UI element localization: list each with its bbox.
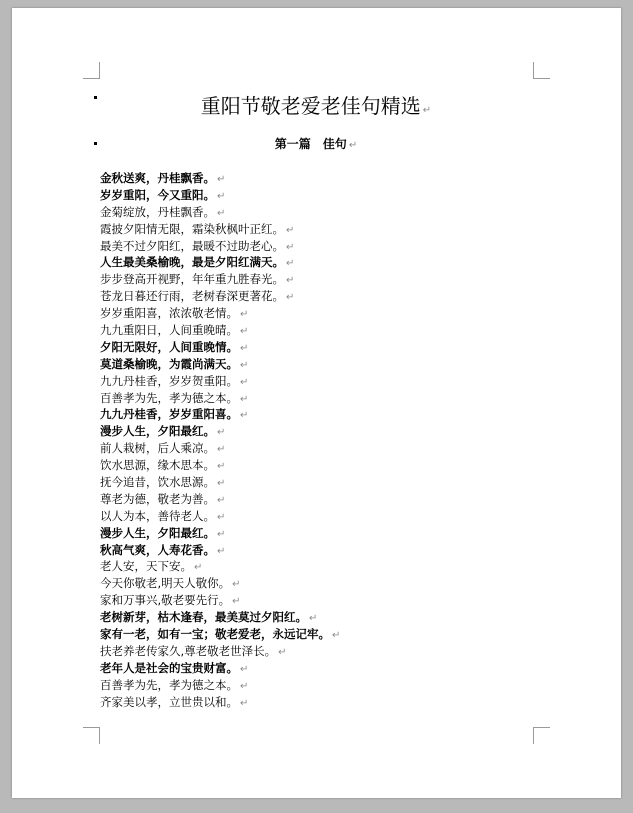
- paragraph-mark-icon: ↵: [240, 697, 249, 709]
- paragraph-mark-icon: ↵: [309, 613, 318, 625]
- quote-line-text: 九九重阳日，人间重晚晴。: [100, 323, 238, 338]
- quote-line-text: 饮水思源，缘木思本。: [100, 458, 215, 473]
- paragraph-mark-icon: ↵: [217, 427, 226, 439]
- quote-line-text: 金秋送爽，丹桂飘香。: [100, 171, 215, 185]
- quote-line-text: 步步登高开视野，年年重九胜春光。: [100, 272, 284, 287]
- paragraph-mark-icon: ↵: [332, 630, 341, 642]
- paragraph-mark-icon: ↵: [240, 663, 249, 675]
- paragraph-mark-icon: ↵: [240, 680, 249, 692]
- quote-line[interactable]: [100, 491, 540, 508]
- quote-line[interactable]: [100, 575, 540, 592]
- quote-line[interactable]: [100, 373, 540, 390]
- document-title[interactable]: [100, 92, 532, 125]
- paragraph-mark-icon: ↵: [278, 646, 287, 658]
- quote-line[interactable]: [100, 356, 540, 373]
- quote-line[interactable]: [100, 440, 540, 457]
- quote-line[interactable]: [100, 542, 540, 559]
- quote-line[interactable]: [100, 305, 540, 322]
- paragraph-mark-icon: ↵: [217, 207, 226, 219]
- section-heading-text: 第一篇 佳句: [274, 137, 347, 151]
- quote-line-text: 尊老为德，敬老为善。: [100, 491, 215, 506]
- paragraph-mark-icon: ↵: [217, 478, 226, 490]
- quote-line-text: 扶老养老传家久,尊老敬老世泽长。: [100, 643, 277, 658]
- quote-line[interactable]: [100, 694, 540, 711]
- quote-line-text: 家和万事兴,敬老要先行。: [100, 593, 231, 608]
- quote-line-text: 秋高气爽，人寿花香。: [100, 542, 215, 557]
- quote-line-text: 岁岁重阳喜，浓浓敬老情。: [100, 306, 238, 321]
- paragraph-mark-icon: ↵: [286, 275, 295, 287]
- quote-line-text: 漫步人生，夕阳最红。: [100, 525, 215, 540]
- paragraph-mark-icon: ↵: [240, 342, 249, 354]
- paragraph-mark-icon: ↵: [217, 444, 226, 456]
- quote-line-text: 齐家美以孝，立世贵以和。: [100, 694, 238, 709]
- quote-line[interactable]: [100, 170, 540, 187]
- quote-line[interactable]: [100, 592, 540, 609]
- paragraph-mark-icon: ↵: [217, 545, 226, 557]
- quote-line-text: 老年人是社会的宝贵财富。: [100, 660, 238, 675]
- quote-line[interactable]: [100, 204, 540, 221]
- quote-line[interactable]: [100, 643, 540, 660]
- paragraph-mark-icon: ↵: [286, 224, 295, 236]
- quote-line[interactable]: [100, 558, 540, 575]
- paragraph-mark-icon: ↵: [217, 190, 226, 202]
- margin-corner-top-left: [83, 62, 100, 79]
- quote-line[interactable]: [100, 525, 540, 542]
- paragraph-mark-icon: ↵: [286, 241, 295, 253]
- quote-line-text: 岁岁重阳，今又重阳。: [100, 187, 215, 202]
- quote-line-text: 以人为本，善待老人。: [100, 508, 215, 523]
- margin-corner-bottom-right: [533, 727, 550, 744]
- quote-line[interactable]: [100, 508, 540, 525]
- quote-line[interactable]: [100, 271, 540, 288]
- quote-line-text: 前人栽树，后人乘凉。: [100, 441, 215, 456]
- paragraph-mark-icon: ↵: [217, 494, 226, 506]
- paragraph-mark-icon: ↵: [232, 579, 241, 591]
- quote-line[interactable]: [100, 626, 540, 643]
- quote-line[interactable]: [100, 474, 540, 491]
- paragraph-mark-icon: ↵: [422, 105, 432, 116]
- paragraph-mark-icon: ↵: [286, 292, 295, 304]
- paragraph-format-marker: [94, 96, 97, 99]
- document-page: [12, 8, 621, 798]
- quote-line[interactable]: [100, 339, 540, 356]
- paragraph-mark-icon: ↵: [217, 511, 226, 523]
- paragraph-mark-icon: ↵: [286, 258, 295, 270]
- quote-line[interactable]: [100, 187, 540, 204]
- paragraph-mark-icon: ↵: [217, 174, 226, 185]
- quote-line[interactable]: [100, 390, 540, 407]
- paragraph-mark-icon: ↵: [348, 140, 358, 151]
- paragraph-mark-icon: ↵: [232, 596, 241, 608]
- paragraph-mark-icon: ↵: [194, 562, 203, 574]
- quote-line-text: 金菊绽放，丹桂飘香。: [100, 204, 215, 219]
- quote-line-text: 老树新芽，枯木逢春，最美莫过夕阳红。: [100, 610, 307, 625]
- document-title-text: 重阳节敬老爱老佳句精选: [200, 94, 421, 118]
- paragraph-mark-icon: ↵: [240, 326, 249, 338]
- paragraph-mark-icon: ↵: [240, 410, 249, 422]
- quote-line[interactable]: [100, 221, 540, 238]
- quote-line-text: 今天你敬老,明天人敬你。: [100, 576, 231, 591]
- quote-line[interactable]: [100, 238, 540, 255]
- quote-line[interactable]: [100, 423, 540, 440]
- quote-line-text: 老人安，天下安。: [100, 559, 192, 574]
- quote-line-text: 九九丹桂香，岁岁重阳喜。: [100, 407, 238, 422]
- quote-line[interactable]: [100, 254, 540, 271]
- quote-line[interactable]: [100, 288, 540, 305]
- quote-line-text: 人生最美桑榆晚，最是夕阳红满天。: [100, 255, 284, 270]
- quote-line-text: 百善孝为先，孝为德之本。: [100, 390, 238, 405]
- quote-line-text: 夕阳无限好，人间重晚情。: [100, 339, 238, 354]
- paragraph-mark-icon: ↵: [240, 309, 249, 321]
- section-heading[interactable]: [100, 136, 532, 154]
- quote-line-text: 百善孝为先，孝为德之本。: [100, 677, 238, 692]
- paragraph-mark-icon: ↵: [217, 461, 226, 473]
- quote-line[interactable]: [100, 457, 540, 474]
- paragraph-mark-icon: ↵: [217, 528, 226, 540]
- quote-line[interactable]: [100, 322, 540, 339]
- quote-list: [100, 170, 540, 711]
- quote-line[interactable]: [100, 406, 540, 423]
- margin-corner-bottom-left: [83, 727, 100, 744]
- margin-corner-top-right: [533, 62, 550, 79]
- quote-line-text: 最美不过夕阳红，最暖不过助老心。: [100, 238, 284, 253]
- quote-line-text: 九九丹桂香，岁岁贺重阳。: [100, 373, 238, 388]
- quote-line-text: 霞披夕阳情无限，霜染秋枫叶正红。: [100, 221, 284, 236]
- paragraph-mark-icon: ↵: [240, 359, 249, 371]
- quote-line-text: 抚今追昔，饮水思源。: [100, 475, 215, 490]
- quote-line-text: 苍龙日暮还行雨，老树春深更著花。: [100, 289, 284, 304]
- quote-line[interactable]: [100, 660, 540, 677]
- quote-line[interactable]: [100, 609, 540, 626]
- quote-line-text: 漫步人生，夕阳最红。: [100, 424, 215, 439]
- quote-line-text: 莫道桑榆晚，为霞尚满天。: [100, 356, 238, 371]
- paragraph-format-marker: [94, 142, 97, 145]
- paragraph-mark-icon: ↵: [240, 393, 249, 405]
- quote-line[interactable]: [100, 677, 540, 694]
- quote-line-text: 家有一老，如有一宝；敬老爱老，永远记牢。: [100, 627, 330, 642]
- paragraph-mark-icon: ↵: [240, 376, 249, 388]
